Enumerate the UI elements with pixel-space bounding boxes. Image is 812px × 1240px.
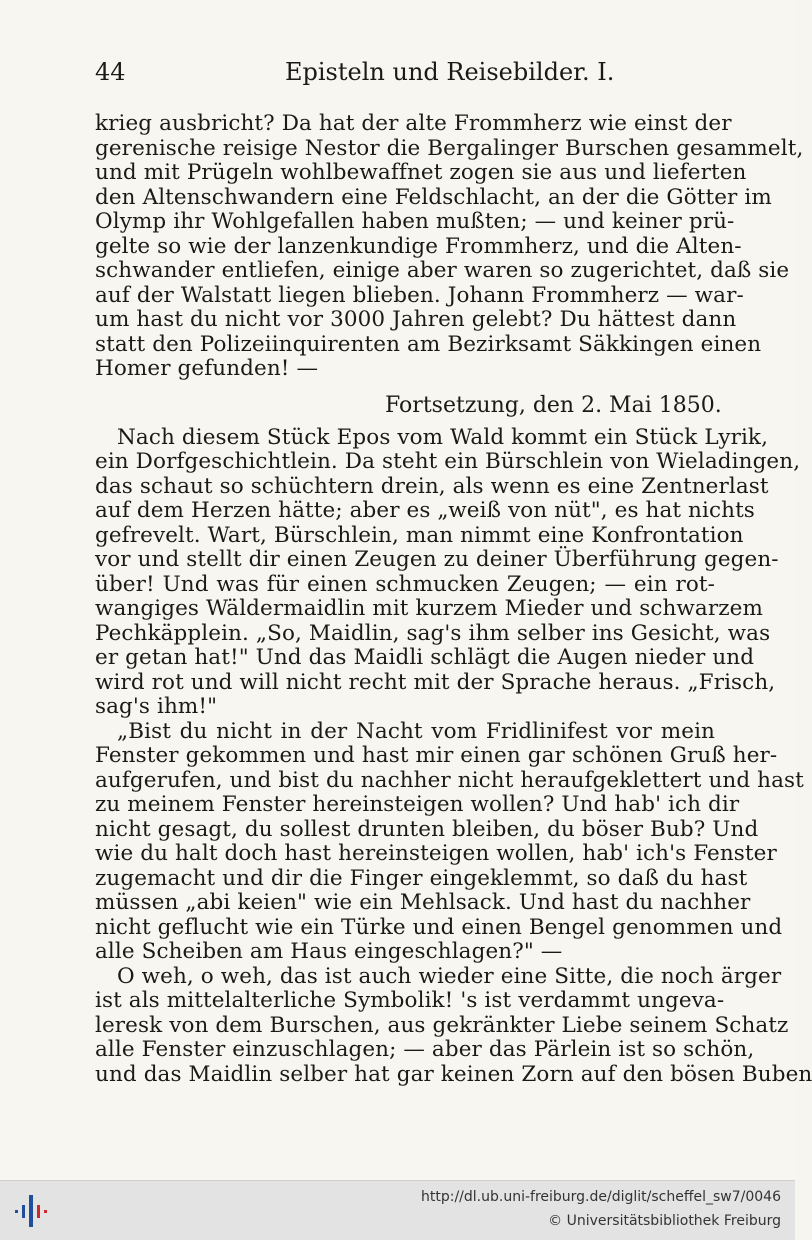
text-line: gerenische reisige Nestor die Bergalinger Burschen gesammelt,	[95, 135, 804, 161]
text-line: vor und stellt dir einen Zeugen zu deiner Überführung gegen-	[95, 547, 779, 572]
text-line: und das Maidlin selber hat gar keinen Zorn auf den bösen Buben	[95, 1061, 812, 1087]
text-line: wie du halt doch hast hereinsteigen wollen, hab' ich's Fenster	[95, 841, 777, 866]
text-line: müssen „abi keien" wie ein Mehlsack. Und hast du nachher	[95, 890, 751, 915]
text-line: Homer gefunden! —	[95, 356, 319, 381]
text-line: gefrevelt. Wart, Bürschlein, man nimmt eine Konfrontation	[95, 522, 744, 548]
paragraph-1	[95, 111, 804, 382]
page-header	[95, 58, 715, 90]
page-number: 44	[95, 58, 126, 86]
text-line: nicht geflucht wie ein Türke und einen Bengel genommen und	[95, 914, 783, 940]
text-line: Pechkäpplein. „So, Maidlin, sag's ihm selber ins Gesicht, was	[95, 620, 771, 646]
text-line: nicht gesagt, du sollest drunten bleiben, du böser Bub? Und	[95, 816, 759, 842]
text-line: alle Scheiben am Haus eingeschlagen?" —	[95, 939, 563, 964]
paragraph-3	[95, 718, 804, 965]
text-line: Nach diesem Stück Epos vom Wald kommt ein Stück Lyrik,	[117, 424, 768, 450]
paragraph-2	[95, 424, 801, 720]
text-line: wird rot und will nicht recht mit der Sprache heraus. „Frisch,	[95, 669, 776, 695]
text-line: statt den Polizeiinquirenten am Bezirksamt Säkkingen einen	[95, 331, 762, 357]
text-line: Olymp ihr Wohlgefallen haben mußten; — und keiner prü-	[95, 209, 735, 234]
logo-graphic	[12, 1191, 52, 1231]
text-line: um hast du nicht vor 3000 Jahren gelebt? Du hättest dann	[95, 307, 737, 332]
text-line: aufgerufen, und bist du nachher nicht heraufgeklettert und hast	[95, 767, 804, 793]
text-line: wangiges Wäldermaidlin mit kurzem Mieder und schwarzem	[95, 596, 763, 621]
text-line: zugemacht und dir die Finger eingeklemmt, so daß du hast	[95, 865, 748, 891]
text-line: auf der Walstatt liegen blieben. Johann Frommherz — war-	[95, 282, 744, 308]
dateline: Fortsetzung, den 2. Mai 1850.	[385, 392, 722, 418]
body-text	[95, 111, 812, 1087]
text-line: krieg ausbricht? Da hat der alte Frommherz wie einst der	[95, 111, 732, 136]
document-url-link[interactable]: http://dl.ub.uni-freiburg.de/diglit/scheffel_sw7/0046	[421, 1189, 781, 1205]
text-line: über! Und was für einen schmucken Zeugen; — ein rot-	[95, 571, 715, 597]
text-line: ein Dorfgeschichtlein. Da steht ein Bürschlein von Wieladingen,	[95, 449, 801, 474]
text-line: alle Fenster einzuschlagen; — aber das Pärlein ist so schön,	[95, 1037, 755, 1062]
text-line: gelte so wie der lanzenkundige Frommherz, und die Alten-	[95, 233, 742, 259]
text-line: er getan hat!" Und das Maidli schlägt die Augen nieder und	[95, 645, 755, 670]
text-line: ist als mittelalterliche Symbolik! 's ist verdammt ungeva-	[95, 988, 725, 1013]
text-line: O weh, o weh, das ist auch wieder eine Sitte, die noch ärger	[117, 963, 782, 989]
text-line: schwander entliefen, einige aber waren so zugerichtet, daß sie	[95, 258, 790, 283]
text-line: auf dem Herzen hätte; aber es „weiß von nüt", es hat nichts	[95, 498, 755, 523]
viewer-footer	[0, 1180, 795, 1240]
copyright-notice: © Universitätsbibliothek Freiburg	[548, 1213, 781, 1229]
running-head: Episteln und Reisebilder. I.	[285, 58, 615, 86]
ub-freiburg-logo-icon[interactable]	[12, 1191, 52, 1231]
text-line: leresk von dem Burschen, aus gekränkter Liebe seinem Schatz	[95, 1012, 789, 1038]
text-line: sag's ihm!"	[95, 694, 218, 719]
text-line: Fenster gekommen und hast mir einen gar schönen Gruß her-	[95, 743, 778, 768]
text-line: „Bist du nicht in der Nacht vom Fridlinifest vor mein	[117, 718, 715, 744]
paragraph-4	[95, 963, 812, 1088]
text-line: das schaut so schüchtern drein, als wenn es eine Zentnerlast	[95, 473, 769, 499]
text-line: zu meinem Fenster hereinsteigen wollen? Und hab' ich dir	[95, 792, 740, 817]
text-line: und mit Prügeln wohlbewaffnet zogen sie aus und lieferten	[95, 160, 747, 185]
text-line: den Altenschwandern eine Feldschlacht, an der die Götter im	[95, 184, 772, 210]
